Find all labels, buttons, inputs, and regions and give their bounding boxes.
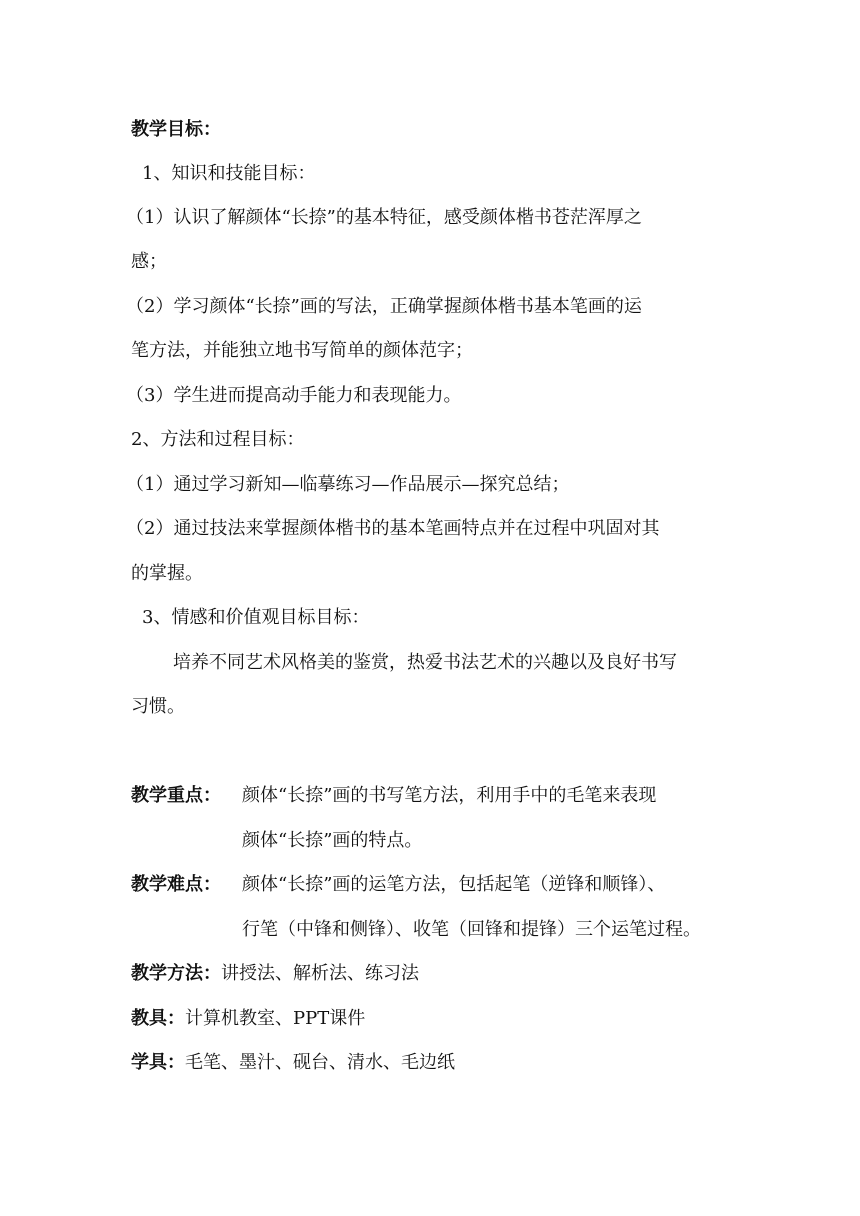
teaching-method-label: 教学方法： <box>131 963 221 984</box>
learning-tools-label: 学具： <box>131 1052 185 1073</box>
method-item-2-line2: 的掌握。 <box>131 563 203 584</box>
difficult-points-line1: 颜体“长捺”画的运笔方法，包括起笔（逆锋和顺锋）、 <box>242 874 666 895</box>
teaching-method-value: 讲授法、解析法、练习法 <box>221 963 419 984</box>
method-item-2-line1: （2）通过技法来掌握颜体楷书的基本笔画特点并在过程中巩固对其 <box>126 518 660 539</box>
difficult-points-label: 教学难点： <box>131 874 221 895</box>
key-points-line1: 颜体“长捺”画的书写笔方法，利用手中的毛笔来表现 <box>242 785 657 806</box>
learning-tools-value: 毛笔、墨汁、砚台、清水、毛边纸 <box>185 1052 455 1073</box>
teaching-tools-row <box>131 1007 365 1031</box>
key-points-label: 教学重点： <box>131 785 221 806</box>
teaching-tools-value: 计算机教室、PPT课件 <box>185 1008 366 1029</box>
learning-tools-row <box>131 1051 455 1075</box>
teaching-method-row <box>131 962 419 986</box>
teaching-tools-label: 教具： <box>131 1008 185 1029</box>
emotion-values-heading: 3、情感和价值观目标目标： <box>142 607 370 628</box>
knowledge-skill-heading: 1、知识和技能目标： <box>142 163 316 184</box>
knowledge-item-1-line2: 感； <box>131 251 167 272</box>
knowledge-item-2-line1: （2）学习颜体“长捺”画的写法，正确掌握颜体楷书基本笔画的运 <box>126 296 642 317</box>
knowledge-item-1-line1: （1）认识了解颜体“长捺”的基本特征，感受颜体楷书苍茫浑厚之 <box>126 207 642 228</box>
knowledge-item-2-line2: 笔方法，并能独立地书写简单的颜体范字； <box>131 340 473 361</box>
method-process-heading: 2、方法和过程目标： <box>131 429 305 450</box>
difficult-points-line2: 行笔（中锋和侧锋）、收笔（回锋和提锋）三个运笔过程。 <box>242 919 701 940</box>
emotion-text-line1: 培养不同艺术风格美的鉴赏，热爱书法艺术的兴趣以及良好书写 <box>173 652 677 673</box>
emotion-text-line2: 习惯。 <box>131 696 185 717</box>
method-item-1: （1）通过学习新知—临摹练习—作品展示—探究总结； <box>126 474 570 495</box>
key-points-line2: 颜体“长捺”画的特点。 <box>242 830 423 851</box>
knowledge-item-3: （3）学生进而提高动手能力和表现能力。 <box>126 385 462 406</box>
objectives-heading: 教学目标： <box>131 119 221 140</box>
